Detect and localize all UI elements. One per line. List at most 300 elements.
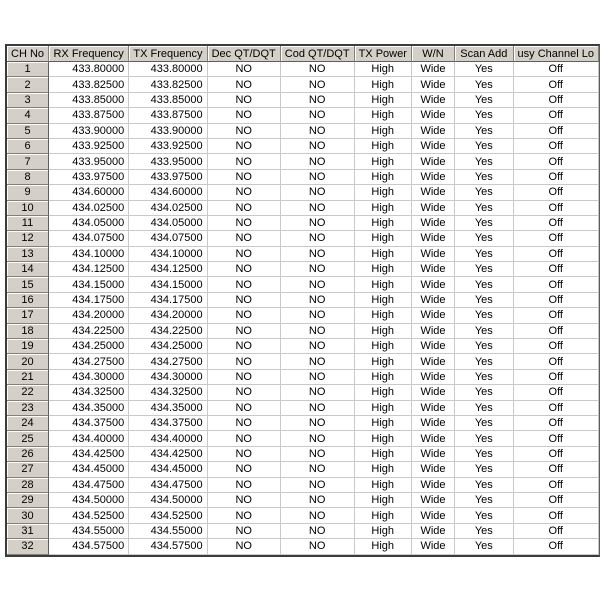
- cell-dec[interactable]: NO: [208, 93, 281, 108]
- cell-power[interactable]: High: [355, 262, 412, 277]
- row-header-ch-13[interactable]: 13: [7, 247, 49, 262]
- cell-power[interactable]: High: [355, 185, 412, 200]
- cell-scan[interactable]: Yes: [455, 478, 513, 493]
- cell-tx[interactable]: 434.47500: [129, 478, 207, 493]
- cell-scan[interactable]: Yes: [455, 339, 513, 354]
- cell-bcl[interactable]: Off: [514, 216, 599, 231]
- cell-tx[interactable]: 434.15000: [129, 277, 207, 292]
- cell-scan[interactable]: Yes: [455, 431, 513, 446]
- cell-tx[interactable]: 433.92500: [129, 139, 207, 154]
- row-header-ch-29[interactable]: 29: [7, 493, 49, 508]
- cell-bcl[interactable]: Off: [514, 185, 599, 200]
- cell-wn[interactable]: Wide: [412, 385, 455, 400]
- cell-tx[interactable]: 433.82500: [129, 77, 207, 92]
- cell-cod[interactable]: NO: [281, 154, 355, 169]
- cell-power[interactable]: High: [355, 93, 412, 108]
- cell-power[interactable]: High: [355, 539, 412, 554]
- cell-rx[interactable]: 433.97500: [49, 170, 129, 185]
- cell-dec[interactable]: NO: [208, 139, 281, 154]
- cell-rx[interactable]: 434.25000: [49, 339, 129, 354]
- cell-dec[interactable]: NO: [208, 277, 281, 292]
- cell-dec[interactable]: NO: [208, 216, 281, 231]
- cell-bcl[interactable]: Off: [514, 277, 599, 292]
- cell-rx[interactable]: 434.12500: [49, 262, 129, 277]
- cell-power[interactable]: High: [355, 124, 412, 139]
- cell-bcl[interactable]: Off: [514, 108, 599, 123]
- cell-rx[interactable]: 433.90000: [49, 124, 129, 139]
- cell-wn[interactable]: Wide: [412, 62, 455, 77]
- cell-dec[interactable]: NO: [208, 339, 281, 354]
- cell-power[interactable]: High: [355, 277, 412, 292]
- cell-wn[interactable]: Wide: [412, 185, 455, 200]
- cell-power[interactable]: High: [355, 370, 412, 385]
- cell-bcl[interactable]: Off: [514, 385, 599, 400]
- cell-power[interactable]: High: [355, 478, 412, 493]
- cell-dec[interactable]: NO: [208, 62, 281, 77]
- cell-wn[interactable]: Wide: [412, 170, 455, 185]
- cell-power[interactable]: High: [355, 108, 412, 123]
- cell-wn[interactable]: Wide: [412, 139, 455, 154]
- cell-tx[interactable]: 434.22500: [129, 324, 207, 339]
- cell-tx[interactable]: 434.40000: [129, 431, 207, 446]
- cell-power[interactable]: High: [355, 231, 412, 246]
- cell-power[interactable]: High: [355, 308, 412, 323]
- cell-cod[interactable]: NO: [281, 124, 355, 139]
- column-header-tx: TX Frequency: [129, 46, 207, 62]
- cell-bcl[interactable]: Off: [514, 77, 599, 92]
- cell-rx[interactable]: 434.50000: [49, 493, 129, 508]
- cell-rx[interactable]: 434.52500: [49, 508, 129, 523]
- cell-dec[interactable]: NO: [208, 154, 281, 169]
- cell-scan[interactable]: Yes: [455, 508, 513, 523]
- cell-cod[interactable]: NO: [281, 462, 355, 477]
- row-header-ch-12[interactable]: 12: [7, 231, 49, 246]
- cell-rx[interactable]: 434.42500: [49, 447, 129, 462]
- table-row: [7, 154, 599, 169]
- cell-bcl[interactable]: Off: [514, 431, 599, 446]
- cell-cod[interactable]: NO: [281, 262, 355, 277]
- cell-dec[interactable]: NO: [208, 293, 281, 308]
- cell-wn[interactable]: Wide: [412, 77, 455, 92]
- cell-scan[interactable]: Yes: [455, 247, 513, 262]
- cell-cod[interactable]: NO: [281, 416, 355, 431]
- cell-tx[interactable]: 434.32500: [129, 385, 207, 400]
- cell-cod[interactable]: NO: [281, 62, 355, 77]
- cell-power[interactable]: High: [355, 324, 412, 339]
- cell-cod[interactable]: NO: [281, 508, 355, 523]
- table-row: [7, 108, 599, 123]
- cell-dec[interactable]: NO: [208, 401, 281, 416]
- cell-dec[interactable]: NO: [208, 462, 281, 477]
- row-header-ch-25[interactable]: 25: [7, 431, 49, 446]
- row-header-ch-18[interactable]: 18: [7, 324, 49, 339]
- row-header-ch-27[interactable]: 27: [7, 462, 49, 477]
- cell-dec[interactable]: NO: [208, 539, 281, 554]
- cell-bcl[interactable]: Off: [514, 493, 599, 508]
- cell-cod[interactable]: NO: [281, 401, 355, 416]
- column-header-ch: CH No: [7, 46, 49, 62]
- row-header-ch-2[interactable]: 2: [7, 77, 49, 92]
- cell-scan[interactable]: Yes: [455, 401, 513, 416]
- cell-cod[interactable]: NO: [281, 277, 355, 292]
- cell-rx[interactable]: 434.22500: [49, 324, 129, 339]
- cell-cod[interactable]: NO: [281, 308, 355, 323]
- cell-dec[interactable]: NO: [208, 170, 281, 185]
- cell-rx[interactable]: 433.95000: [49, 154, 129, 169]
- cell-rx[interactable]: 434.30000: [49, 370, 129, 385]
- cell-power[interactable]: High: [355, 493, 412, 508]
- cell-bcl[interactable]: Off: [514, 170, 599, 185]
- cell-wn[interactable]: Wide: [412, 201, 455, 216]
- table-row: [7, 431, 599, 446]
- cell-wn[interactable]: Wide: [412, 370, 455, 385]
- table-row: [7, 139, 599, 154]
- cell-wn[interactable]: Wide: [412, 493, 455, 508]
- row-header-ch-11[interactable]: 11: [7, 216, 49, 231]
- cell-rx[interactable]: 434.40000: [49, 431, 129, 446]
- cell-wn[interactable]: Wide: [412, 293, 455, 308]
- cell-rx[interactable]: 434.35000: [49, 401, 129, 416]
- cell-rx[interactable]: 434.27500: [49, 354, 129, 369]
- cell-cod[interactable]: NO: [281, 185, 355, 200]
- row-header-ch-31[interactable]: 31: [7, 524, 49, 539]
- cell-power[interactable]: High: [355, 385, 412, 400]
- cell-tx[interactable]: 433.85000: [129, 93, 207, 108]
- cell-tx[interactable]: 434.07500: [129, 231, 207, 246]
- cell-bcl[interactable]: Off: [514, 62, 599, 77]
- cell-scan[interactable]: Yes: [455, 231, 513, 246]
- cell-scan[interactable]: Yes: [455, 124, 513, 139]
- cell-rx[interactable]: 433.87500: [49, 108, 129, 123]
- cell-bcl[interactable]: Off: [514, 508, 599, 523]
- cell-tx[interactable]: 434.12500: [129, 262, 207, 277]
- cell-dec[interactable]: NO: [208, 324, 281, 339]
- cell-cod[interactable]: NO: [281, 354, 355, 369]
- cell-tx[interactable]: 434.02500: [129, 201, 207, 216]
- cell-dec[interactable]: NO: [208, 524, 281, 539]
- cell-rx[interactable]: 434.07500: [49, 231, 129, 246]
- cell-scan[interactable]: Yes: [455, 108, 513, 123]
- cell-wn[interactable]: Wide: [412, 247, 455, 262]
- cell-dec[interactable]: NO: [208, 493, 281, 508]
- cell-wn[interactable]: Wide: [412, 539, 455, 554]
- cell-tx[interactable]: 434.45000: [129, 462, 207, 477]
- cell-tx[interactable]: 433.87500: [129, 108, 207, 123]
- cell-rx[interactable]: 434.37500: [49, 416, 129, 431]
- cell-power[interactable]: High: [355, 401, 412, 416]
- cell-scan[interactable]: Yes: [455, 524, 513, 539]
- row-header-ch-21[interactable]: 21: [7, 370, 49, 385]
- cell-dec[interactable]: NO: [208, 478, 281, 493]
- cell-bcl[interactable]: Off: [514, 462, 599, 477]
- cell-scan[interactable]: Yes: [455, 308, 513, 323]
- cell-dec[interactable]: NO: [208, 354, 281, 369]
- cell-wn[interactable]: Wide: [412, 447, 455, 462]
- cell-bcl[interactable]: Off: [514, 524, 599, 539]
- cell-rx[interactable]: 434.20000: [49, 308, 129, 323]
- cell-scan[interactable]: Yes: [455, 216, 513, 231]
- cell-cod[interactable]: NO: [281, 293, 355, 308]
- cell-rx[interactable]: 434.47500: [49, 478, 129, 493]
- cell-wn[interactable]: Wide: [412, 308, 455, 323]
- cell-bcl[interactable]: Off: [514, 201, 599, 216]
- cell-dec[interactable]: NO: [208, 308, 281, 323]
- cell-wn[interactable]: Wide: [412, 124, 455, 139]
- cell-wn[interactable]: Wide: [412, 462, 455, 477]
- cell-tx[interactable]: 434.57500: [129, 539, 207, 554]
- cell-tx[interactable]: 434.52500: [129, 508, 207, 523]
- cell-rx[interactable]: 434.32500: [49, 385, 129, 400]
- row-header-ch-26[interactable]: 26: [7, 447, 49, 462]
- cell-dec[interactable]: NO: [208, 370, 281, 385]
- cell-bcl[interactable]: Off: [514, 478, 599, 493]
- cell-wn[interactable]: Wide: [412, 93, 455, 108]
- row-header-ch-20[interactable]: 20: [7, 354, 49, 369]
- cell-scan[interactable]: Yes: [455, 493, 513, 508]
- cell-bcl[interactable]: Off: [514, 308, 599, 323]
- cell-wn[interactable]: Wide: [412, 416, 455, 431]
- cell-power[interactable]: High: [355, 62, 412, 77]
- column-header-dec: Dec QT/DQT: [208, 46, 281, 62]
- cell-rx[interactable]: 434.15000: [49, 277, 129, 292]
- cell-rx[interactable]: 434.60000: [49, 185, 129, 200]
- cell-tx[interactable]: 433.80000: [129, 62, 207, 77]
- cell-rx[interactable]: 434.10000: [49, 247, 129, 262]
- cell-power[interactable]: High: [355, 247, 412, 262]
- cell-cod[interactable]: NO: [281, 493, 355, 508]
- cell-tx[interactable]: 434.20000: [129, 308, 207, 323]
- cell-wn[interactable]: Wide: [412, 401, 455, 416]
- cell-wn[interactable]: Wide: [412, 324, 455, 339]
- cell-tx[interactable]: 434.30000: [129, 370, 207, 385]
- cell-cod[interactable]: NO: [281, 231, 355, 246]
- cell-scan[interactable]: Yes: [455, 416, 513, 431]
- cell-wn[interactable]: Wide: [412, 339, 455, 354]
- row-header-ch-5[interactable]: 5: [7, 124, 49, 139]
- cell-cod[interactable]: NO: [281, 201, 355, 216]
- cell-wn[interactable]: Wide: [412, 277, 455, 292]
- cell-wn[interactable]: Wide: [412, 231, 455, 246]
- cell-tx[interactable]: 434.35000: [129, 401, 207, 416]
- cell-cod[interactable]: NO: [281, 539, 355, 554]
- cell-wn[interactable]: Wide: [412, 216, 455, 231]
- cell-bcl[interactable]: Off: [514, 154, 599, 169]
- row-header-ch-9[interactable]: 9: [7, 185, 49, 200]
- cell-bcl[interactable]: Off: [514, 231, 599, 246]
- cell-scan[interactable]: Yes: [455, 539, 513, 554]
- cell-scan[interactable]: Yes: [455, 139, 513, 154]
- cell-bcl[interactable]: Off: [514, 93, 599, 108]
- cell-cod[interactable]: NO: [281, 524, 355, 539]
- cell-bcl[interactable]: Off: [514, 247, 599, 262]
- cell-bcl[interactable]: Off: [514, 139, 599, 154]
- cell-dec[interactable]: NO: [208, 431, 281, 446]
- row-header-ch-28[interactable]: 28: [7, 478, 49, 493]
- cell-wn[interactable]: Wide: [412, 431, 455, 446]
- cell-dec[interactable]: NO: [208, 108, 281, 123]
- cell-bcl[interactable]: Off: [514, 339, 599, 354]
- cell-wn[interactable]: Wide: [412, 354, 455, 369]
- cell-power[interactable]: High: [355, 354, 412, 369]
- cell-tx[interactable]: 434.42500: [129, 447, 207, 462]
- cell-dec[interactable]: NO: [208, 247, 281, 262]
- cell-tx[interactable]: 434.50000: [129, 493, 207, 508]
- cell-cod[interactable]: NO: [281, 431, 355, 446]
- cell-tx[interactable]: 434.37500: [129, 416, 207, 431]
- cell-bcl[interactable]: Off: [514, 293, 599, 308]
- cell-power[interactable]: High: [355, 508, 412, 523]
- row-header-ch-22[interactable]: 22: [7, 385, 49, 400]
- cell-wn[interactable]: Wide: [412, 508, 455, 523]
- table-row: [7, 308, 599, 323]
- cell-bcl[interactable]: Off: [514, 124, 599, 139]
- cell-tx[interactable]: 434.17500: [129, 293, 207, 308]
- cell-power[interactable]: High: [355, 339, 412, 354]
- column-header-bcl: usy Channel Lo: [514, 46, 599, 62]
- row-header-ch-8[interactable]: 8: [7, 170, 49, 185]
- cell-cod[interactable]: NO: [281, 170, 355, 185]
- row-header-ch-6[interactable]: 6: [7, 139, 49, 154]
- row-header-ch-14[interactable]: 14: [7, 262, 49, 277]
- cell-bcl[interactable]: Off: [514, 324, 599, 339]
- cell-tx[interactable]: 434.60000: [129, 185, 207, 200]
- cell-scan[interactable]: Yes: [455, 462, 513, 477]
- row-header-ch-16[interactable]: 16: [7, 293, 49, 308]
- cell-rx[interactable]: 434.45000: [49, 462, 129, 477]
- cell-rx[interactable]: 433.82500: [49, 77, 129, 92]
- cell-cod[interactable]: NO: [281, 247, 355, 262]
- cell-bcl[interactable]: Off: [514, 262, 599, 277]
- cell-rx[interactable]: 434.02500: [49, 201, 129, 216]
- cell-cod[interactable]: NO: [281, 216, 355, 231]
- cell-cod[interactable]: NO: [281, 77, 355, 92]
- cell-bcl[interactable]: Off: [514, 370, 599, 385]
- cell-wn[interactable]: Wide: [412, 478, 455, 493]
- cell-scan[interactable]: Yes: [455, 447, 513, 462]
- cell-cod[interactable]: NO: [281, 108, 355, 123]
- cell-cod[interactable]: NO: [281, 93, 355, 108]
- cell-rx[interactable]: 434.55000: [49, 524, 129, 539]
- cell-rx[interactable]: 434.17500: [49, 293, 129, 308]
- cell-dec[interactable]: NO: [208, 201, 281, 216]
- row-header-ch-3[interactable]: 3: [7, 93, 49, 108]
- cell-dec[interactable]: NO: [208, 385, 281, 400]
- cell-power[interactable]: High: [355, 447, 412, 462]
- row-header-ch-10[interactable]: 10: [7, 201, 49, 216]
- cell-tx[interactable]: 434.27500: [129, 354, 207, 369]
- cell-tx[interactable]: 434.25000: [129, 339, 207, 354]
- cell-cod[interactable]: NO: [281, 478, 355, 493]
- cell-power[interactable]: High: [355, 293, 412, 308]
- cell-scan[interactable]: Yes: [455, 354, 513, 369]
- cell-tx[interactable]: 434.05000: [129, 216, 207, 231]
- cell-power[interactable]: High: [355, 170, 412, 185]
- cell-power[interactable]: High: [355, 431, 412, 446]
- row-header-ch-4[interactable]: 4: [7, 108, 49, 123]
- cell-tx[interactable]: 433.97500: [129, 170, 207, 185]
- cell-scan[interactable]: Yes: [455, 154, 513, 169]
- cell-scan[interactable]: Yes: [455, 201, 513, 216]
- cell-rx[interactable]: 434.05000: [49, 216, 129, 231]
- cell-dec[interactable]: NO: [208, 262, 281, 277]
- cell-dec[interactable]: NO: [208, 447, 281, 462]
- cell-power[interactable]: High: [355, 154, 412, 169]
- cell-bcl[interactable]: Off: [514, 447, 599, 462]
- cell-power[interactable]: High: [355, 216, 412, 231]
- cell-scan[interactable]: Yes: [455, 77, 513, 92]
- cell-bcl[interactable]: Off: [514, 539, 599, 554]
- cell-dec[interactable]: NO: [208, 508, 281, 523]
- cell-scan[interactable]: Yes: [455, 385, 513, 400]
- row-header-ch-15[interactable]: 15: [7, 277, 49, 292]
- cell-scan[interactable]: Yes: [455, 262, 513, 277]
- cell-scan[interactable]: Yes: [455, 293, 513, 308]
- cell-tx[interactable]: 434.10000: [129, 247, 207, 262]
- cell-power[interactable]: High: [355, 524, 412, 539]
- row-header-ch-23[interactable]: 23: [7, 401, 49, 416]
- cell-cod[interactable]: NO: [281, 447, 355, 462]
- cell-cod[interactable]: NO: [281, 139, 355, 154]
- cell-cod[interactable]: NO: [281, 324, 355, 339]
- cell-power[interactable]: High: [355, 201, 412, 216]
- cell-wn[interactable]: Wide: [412, 108, 455, 123]
- cell-bcl[interactable]: Off: [514, 401, 599, 416]
- cell-rx[interactable]: 434.57500: [49, 539, 129, 554]
- cell-scan[interactable]: Yes: [455, 62, 513, 77]
- cell-scan[interactable]: Yes: [455, 93, 513, 108]
- cell-power[interactable]: High: [355, 462, 412, 477]
- cell-scan[interactable]: Yes: [455, 370, 513, 385]
- table-row: [7, 370, 599, 385]
- cell-power[interactable]: High: [355, 77, 412, 92]
- row-header-ch-24[interactable]: 24: [7, 416, 49, 431]
- cell-dec[interactable]: NO: [208, 124, 281, 139]
- cell-rx[interactable]: 433.92500: [49, 139, 129, 154]
- cell-cod[interactable]: NO: [281, 385, 355, 400]
- row-header-ch-7[interactable]: 7: [7, 154, 49, 169]
- cell-scan[interactable]: Yes: [455, 277, 513, 292]
- table-row: [7, 478, 599, 493]
- cell-cod[interactable]: NO: [281, 370, 355, 385]
- cell-power[interactable]: High: [355, 416, 412, 431]
- cell-scan[interactable]: Yes: [455, 324, 513, 339]
- cell-dec[interactable]: NO: [208, 231, 281, 246]
- cell-rx[interactable]: 433.85000: [49, 93, 129, 108]
- cell-bcl[interactable]: Off: [514, 416, 599, 431]
- row-header-ch-19[interactable]: 19: [7, 339, 49, 354]
- cell-rx[interactable]: 433.80000: [49, 62, 129, 77]
- cell-dec[interactable]: NO: [208, 77, 281, 92]
- cell-scan[interactable]: Yes: [455, 170, 513, 185]
- row-header-ch-1[interactable]: 1: [7, 62, 49, 77]
- cell-bcl[interactable]: Off: [514, 354, 599, 369]
- cell-dec[interactable]: NO: [208, 416, 281, 431]
- cell-cod[interactable]: NO: [281, 339, 355, 354]
- cell-wn[interactable]: Wide: [412, 262, 455, 277]
- cell-tx[interactable]: 434.55000: [129, 524, 207, 539]
- cell-wn[interactable]: Wide: [412, 154, 455, 169]
- cell-tx[interactable]: 433.95000: [129, 154, 207, 169]
- row-header-ch-30[interactable]: 30: [7, 508, 49, 523]
- cell-wn[interactable]: Wide: [412, 524, 455, 539]
- cell-dec[interactable]: NO: [208, 185, 281, 200]
- row-header-ch-17[interactable]: 17: [7, 308, 49, 323]
- cell-power[interactable]: High: [355, 139, 412, 154]
- cell-tx[interactable]: 433.90000: [129, 124, 207, 139]
- row-header-ch-32[interactable]: 32: [7, 539, 49, 554]
- table-row: [7, 216, 599, 231]
- cell-scan[interactable]: Yes: [455, 185, 513, 200]
